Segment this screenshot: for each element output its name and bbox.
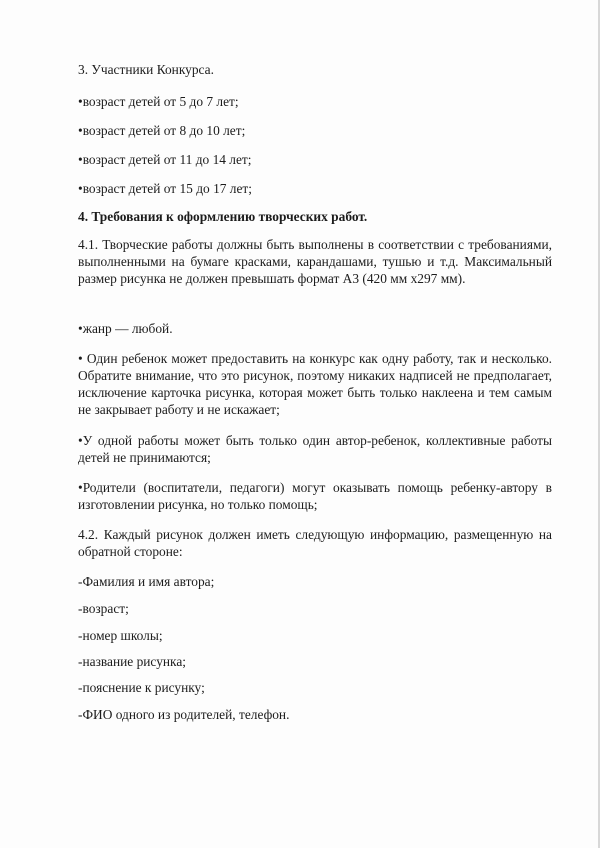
info-list-item: -номер школы; — [78, 628, 163, 643]
age-group-item: •возраст детей от 11 до 14 лет; — [78, 152, 252, 167]
age-group-item: •возраст детей от 5 до 7 лет; — [78, 94, 239, 109]
age-group-item: •возраст детей от 8 до 10 лет; — [78, 123, 246, 138]
info-list-item: -название рисунка; — [78, 654, 187, 669]
info-list-item: -возраст; — [78, 601, 129, 616]
paragraph-4-1: 4.1. Творческие работы должны быть выполнены в соответствии с требованиями, выполненными на бумаге красками, карандашами, тушью и т.д. Максимальный размер рисунка не должен превышать формат А3 (420 мм х297 мм). — [78, 237, 552, 286]
info-list-item: -ФИО одного из родителей, телефон. — [78, 707, 290, 722]
paragraph-one-child: • Один ребенок может предоставить на конкурс как одну работу, так и несколько. Обратите внимание, что это рисунок, поэтому никаких надписей не предполагает, исключение карточка рисунка, которая может быть только наклеена и тем самым не закрывает работу и не искажает; — [78, 351, 552, 417]
section-3-heading: 3. Участники Конкурса. — [78, 62, 214, 77]
info-list-item: -пояснение к рисунку; — [78, 680, 205, 695]
section-4-heading: 4. Требования к оформлению творческих работ. — [78, 209, 368, 224]
info-list-item: -Фамилия и имя автора; — [78, 574, 215, 589]
paragraph-one-author: •У одной работы может быть только один автор-ребенок, коллективные работы детей не принимаются; — [78, 433, 552, 465]
paragraph-parents: •Родители (воспитатели, педагоги) могут оказывать помощь ребенку-автору в изготовлении рисунка, но только помощь; — [78, 480, 552, 512]
genre-item: •жанр — любой. — [78, 321, 173, 336]
age-group-item: •возраст детей от 15 до 17 лет; — [78, 181, 252, 196]
paragraph-4-2: 4.2. Каждый рисунок должен иметь следующую информацию, размещенную на обратной стороне: — [78, 527, 552, 559]
